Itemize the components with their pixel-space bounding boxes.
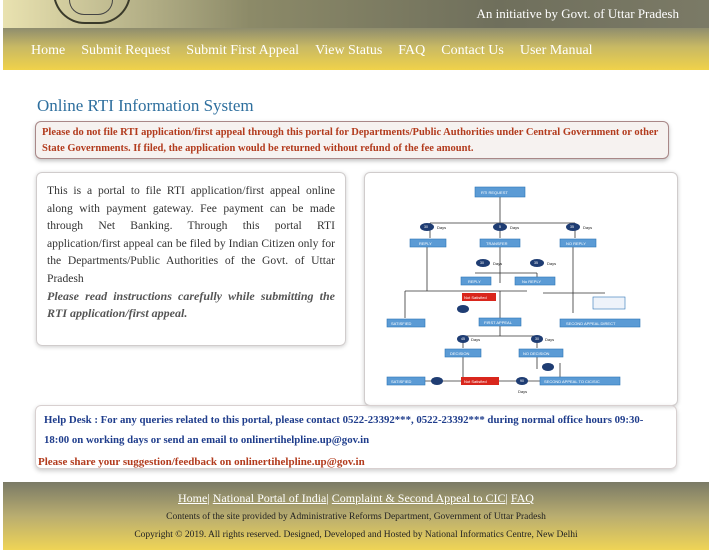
footer-content-credit: Contents of the site provided by Administrative Reforms Department, Government of Uttar Pradesh: [166, 512, 546, 522]
footer-links: [3, 491, 709, 506]
intro-text: This is a portal to file RTI application/first appeal online along with payment gateway. Fee payment can be made through Net Banking. Through this portal RTI application/first appeal can be filed by Indian Citizen only for the Departments/Public Authorities of the Govt. of Uttar Pradesh: [47, 184, 335, 285]
flow-node-satisfied2: SATISFIED: [391, 379, 412, 384]
nav-contact-us[interactable]: Contact Us: [441, 43, 504, 58]
flow-days-label: Days: [493, 261, 503, 266]
flow-days-45: 45: [461, 337, 465, 341]
flow-node-decision: DECISION: [450, 351, 470, 356]
warning-alert: Please do not file RTI application/first appeal through this portal for Departments/Public Authorities under Central Government or other State Governments. If filed, the application would be returned without refund of the fee amount.: [35, 121, 669, 159]
footer-link-national-portal[interactable]: National Portal of India: [212, 491, 327, 505]
footer-separator: |: [505, 491, 508, 505]
flow-days-label: Days: [545, 337, 555, 342]
flow-days-30: 30: [424, 225, 428, 229]
footer-separator: |: [207, 491, 210, 505]
nav-faq[interactable]: FAQ: [398, 43, 426, 58]
flow-days-35b: 35: [534, 261, 538, 265]
flow-node-satisfied: SATISFIED: [391, 321, 412, 326]
footer-link-complaint-cic[interactable]: Complaint & Second Appeal to CIC: [331, 491, 506, 505]
intro-warning: Please read instructions carefully while submitting the RTI application/first appeal.: [47, 288, 335, 321]
feedback-text: Please share your suggestion/feedback on onlinertihelpline.up@gov.in: [38, 456, 365, 468]
flow-node-reply: REPLY: [419, 241, 432, 246]
rti-flowchart-panel: [364, 172, 678, 406]
flow-node-no-decision: NO DECISION: [523, 351, 550, 356]
flow-days-label: Days: [471, 337, 481, 342]
rti-flowchart: [365, 173, 677, 405]
nav-submit-first-appeal[interactable]: Submit First Appeal: [186, 43, 300, 58]
flow-node-no-reply2: No REPLY: [522, 279, 542, 284]
flow-node-first-appeal: FIRST APPEAL: [484, 320, 512, 325]
footer-copyright: Copyright © 2019. All rights reserved. Designed, Developed and Hosted by National Informatics Centre, New Delhi: [134, 530, 578, 540]
nav-home[interactable]: Home: [31, 43, 66, 58]
flow-node-not-satisfied2: Not Satisfied: [464, 379, 487, 384]
main-nav: [3, 28, 709, 70]
helpdesk-panel: [35, 405, 677, 469]
flow-days-30c: 30: [535, 337, 539, 341]
flow-days-5: 5: [499, 225, 501, 229]
nav-user-manual[interactable]: User Manual: [519, 43, 593, 58]
nav-submit-request[interactable]: Submit Request: [81, 43, 171, 58]
flow-node-rti-request: RTI REQUEST: [481, 190, 508, 195]
flow-days-90: 90: [520, 379, 524, 383]
footer-link-faq[interactable]: FAQ: [510, 491, 534, 505]
flow-node-not-satisfied: Not Satisfied: [464, 295, 487, 300]
flow-node-second-appeal-cic: SECOND APPEAL TO CIC/SIC: [544, 379, 600, 384]
intro-panel: [36, 172, 346, 346]
flow-days-35: 35: [570, 225, 574, 229]
flow-days-label: Days: [547, 261, 557, 266]
flow-node-reply2: REPLY: [468, 279, 481, 284]
flow-node-no-reply: NO REPLY: [566, 241, 586, 246]
helpdesk-text: Help Desk : For any queries related to this portal, please contact 0522-23392***, 0522-23392*** during normal office hours 09:30-18:00 on working days or send an email to onlinertihelpline.up@gov.in: [44, 414, 644, 446]
footer-separator: |: [326, 491, 329, 505]
flow-days-label: Days: [583, 225, 593, 230]
flow-node-transfer: TRANSFER: [486, 241, 508, 246]
flow-days-label: Days: [437, 225, 447, 230]
flow-node-second-appeal-direct: SECOND APPEAL DIRECT: [566, 321, 616, 326]
footer: [3, 482, 709, 550]
flow-days-label: Days: [510, 225, 520, 230]
top-banner: [3, 0, 709, 28]
nav-view-status[interactable]: View Status: [315, 43, 383, 58]
footer-link-home[interactable]: Home: [178, 491, 208, 505]
initiative-text: An initiative by Govt. of Uttar Pradesh: [476, 6, 679, 21]
flow-days-label: Days: [518, 389, 528, 394]
flow-days-30b: 30: [480, 261, 484, 265]
page-title: Online RTI Information System: [37, 96, 254, 115]
